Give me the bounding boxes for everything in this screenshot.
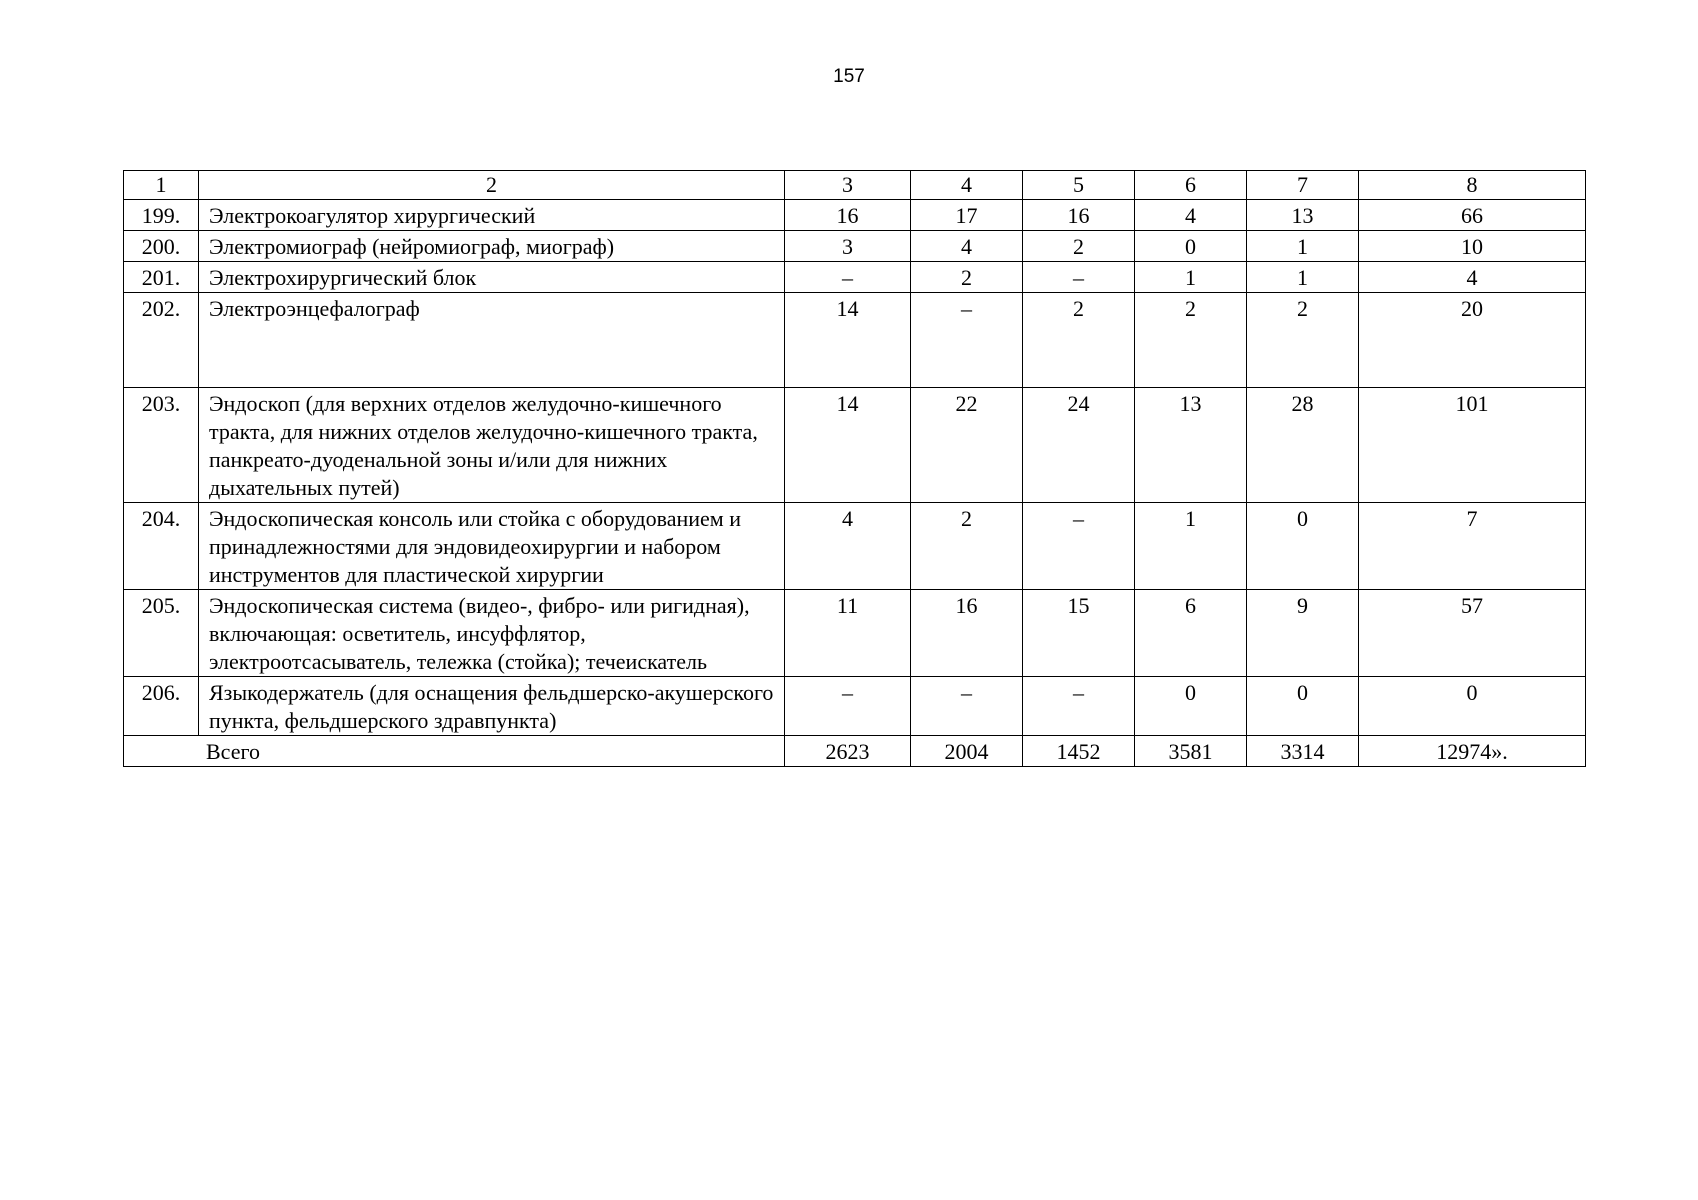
equipment-name: Языкодержатель (для оснащения фельдшерско-акушерского пункта, фельдшерского здравпункта) (199, 677, 785, 736)
equipment-table (123, 170, 1586, 767)
equipment-name: Эндоскоп (для верхних отделов желудочно-кишечного тракта, для нижних отделов желудочно-кишечного тракта, панкреато-дуоденальной зоны и/или для нижних дыхательных путей) (199, 388, 785, 503)
value-cell: 17 (911, 200, 1023, 231)
value-cell: 2 (911, 262, 1023, 293)
table-row (124, 231, 1586, 262)
value-cell: 0 (1359, 677, 1586, 736)
value-cell: 20 (1359, 293, 1586, 388)
value-cell: 4 (911, 231, 1023, 262)
total-cell: 12974». (1359, 736, 1586, 767)
row-number: 201. (124, 262, 199, 293)
value-cell: – (785, 262, 911, 293)
value-cell: 1 (1247, 262, 1359, 293)
table-header-row (124, 171, 1586, 200)
equipment-name: Электроэнцефалограф (199, 293, 785, 388)
value-cell: 1 (1247, 231, 1359, 262)
value-cell: – (1023, 262, 1135, 293)
header-cell: 4 (911, 171, 1023, 200)
table-row (124, 293, 1586, 388)
total-cell: 2004 (911, 736, 1023, 767)
equipment-name: Электрокоагулятор хирургический (199, 200, 785, 231)
value-cell: 4 (1135, 200, 1247, 231)
value-cell: – (1023, 503, 1135, 590)
value-cell: 1 (1135, 503, 1247, 590)
header-cell: 2 (199, 171, 785, 200)
total-row (124, 736, 1586, 767)
value-cell: 28 (1247, 388, 1359, 503)
value-cell: 4 (1359, 262, 1586, 293)
header-cell: 1 (124, 171, 199, 200)
row-number: 203. (124, 388, 199, 503)
table-row (124, 677, 1586, 736)
value-cell: 101 (1359, 388, 1586, 503)
value-cell: 16 (1023, 200, 1135, 231)
value-cell: 22 (911, 388, 1023, 503)
row-number: 205. (124, 590, 199, 677)
table-row (124, 262, 1586, 293)
header-cell: 8 (1359, 171, 1586, 200)
total-cell: 3314 (1247, 736, 1359, 767)
row-number: 202. (124, 293, 199, 388)
value-cell: 0 (1247, 677, 1359, 736)
value-cell: 13 (1247, 200, 1359, 231)
row-number: 199. (124, 200, 199, 231)
value-cell: 2 (1135, 293, 1247, 388)
equipment-name: Эндоскопическая консоль или стойка с оборудованием и принадлежностями для эндовидеохирургии и набором инструментов для пластической хирургии (199, 503, 785, 590)
header-cell: 6 (1135, 171, 1247, 200)
value-cell: 2 (1023, 231, 1135, 262)
value-cell: – (1023, 677, 1135, 736)
value-cell: 13 (1135, 388, 1247, 503)
value-cell: 3 (785, 231, 911, 262)
row-number: 204. (124, 503, 199, 590)
total-cell: 3581 (1135, 736, 1247, 767)
header-cell: 5 (1023, 171, 1135, 200)
header-cell: 3 (785, 171, 911, 200)
value-cell: 57 (1359, 590, 1586, 677)
value-cell: 6 (1135, 590, 1247, 677)
value-cell: 16 (911, 590, 1023, 677)
value-cell: 9 (1247, 590, 1359, 677)
value-cell: 4 (785, 503, 911, 590)
value-cell: 7 (1359, 503, 1586, 590)
total-cell: 2623 (785, 736, 911, 767)
value-cell: 14 (785, 293, 911, 388)
row-number: 206. (124, 677, 199, 736)
equipment-name: Эндоскопическая система (видео-, фибро- или ригидная), включающая: осветитель, инсуффлятор, электроотсасыватель, тележка (стойка); течеискатель (199, 590, 785, 677)
value-cell: – (911, 677, 1023, 736)
value-cell: 10 (1359, 231, 1586, 262)
table-row (124, 503, 1586, 590)
equipment-name: Электромиограф (нейромиограф, миограф) (199, 231, 785, 262)
value-cell: 0 (1135, 231, 1247, 262)
page-number: 157 (833, 66, 865, 87)
table-row (124, 388, 1586, 503)
value-cell: 16 (785, 200, 911, 231)
value-cell: 15 (1023, 590, 1135, 677)
table-row (124, 590, 1586, 677)
value-cell: 2 (911, 503, 1023, 590)
value-cell: 2 (1023, 293, 1135, 388)
table-row (124, 200, 1586, 231)
value-cell: 11 (785, 590, 911, 677)
total-cell: 1452 (1023, 736, 1135, 767)
value-cell: 1 (1135, 262, 1247, 293)
value-cell: 66 (1359, 200, 1586, 231)
header-cell: 7 (1247, 171, 1359, 200)
total-label: Всего (124, 736, 785, 767)
value-cell: – (785, 677, 911, 736)
equipment-name: Электрохирургический блок (199, 262, 785, 293)
value-cell: 2 (1247, 293, 1359, 388)
value-cell: 24 (1023, 388, 1135, 503)
value-cell: – (911, 293, 1023, 388)
value-cell: 0 (1135, 677, 1247, 736)
value-cell: 0 (1247, 503, 1359, 590)
row-number: 200. (124, 231, 199, 262)
value-cell: 14 (785, 388, 911, 503)
